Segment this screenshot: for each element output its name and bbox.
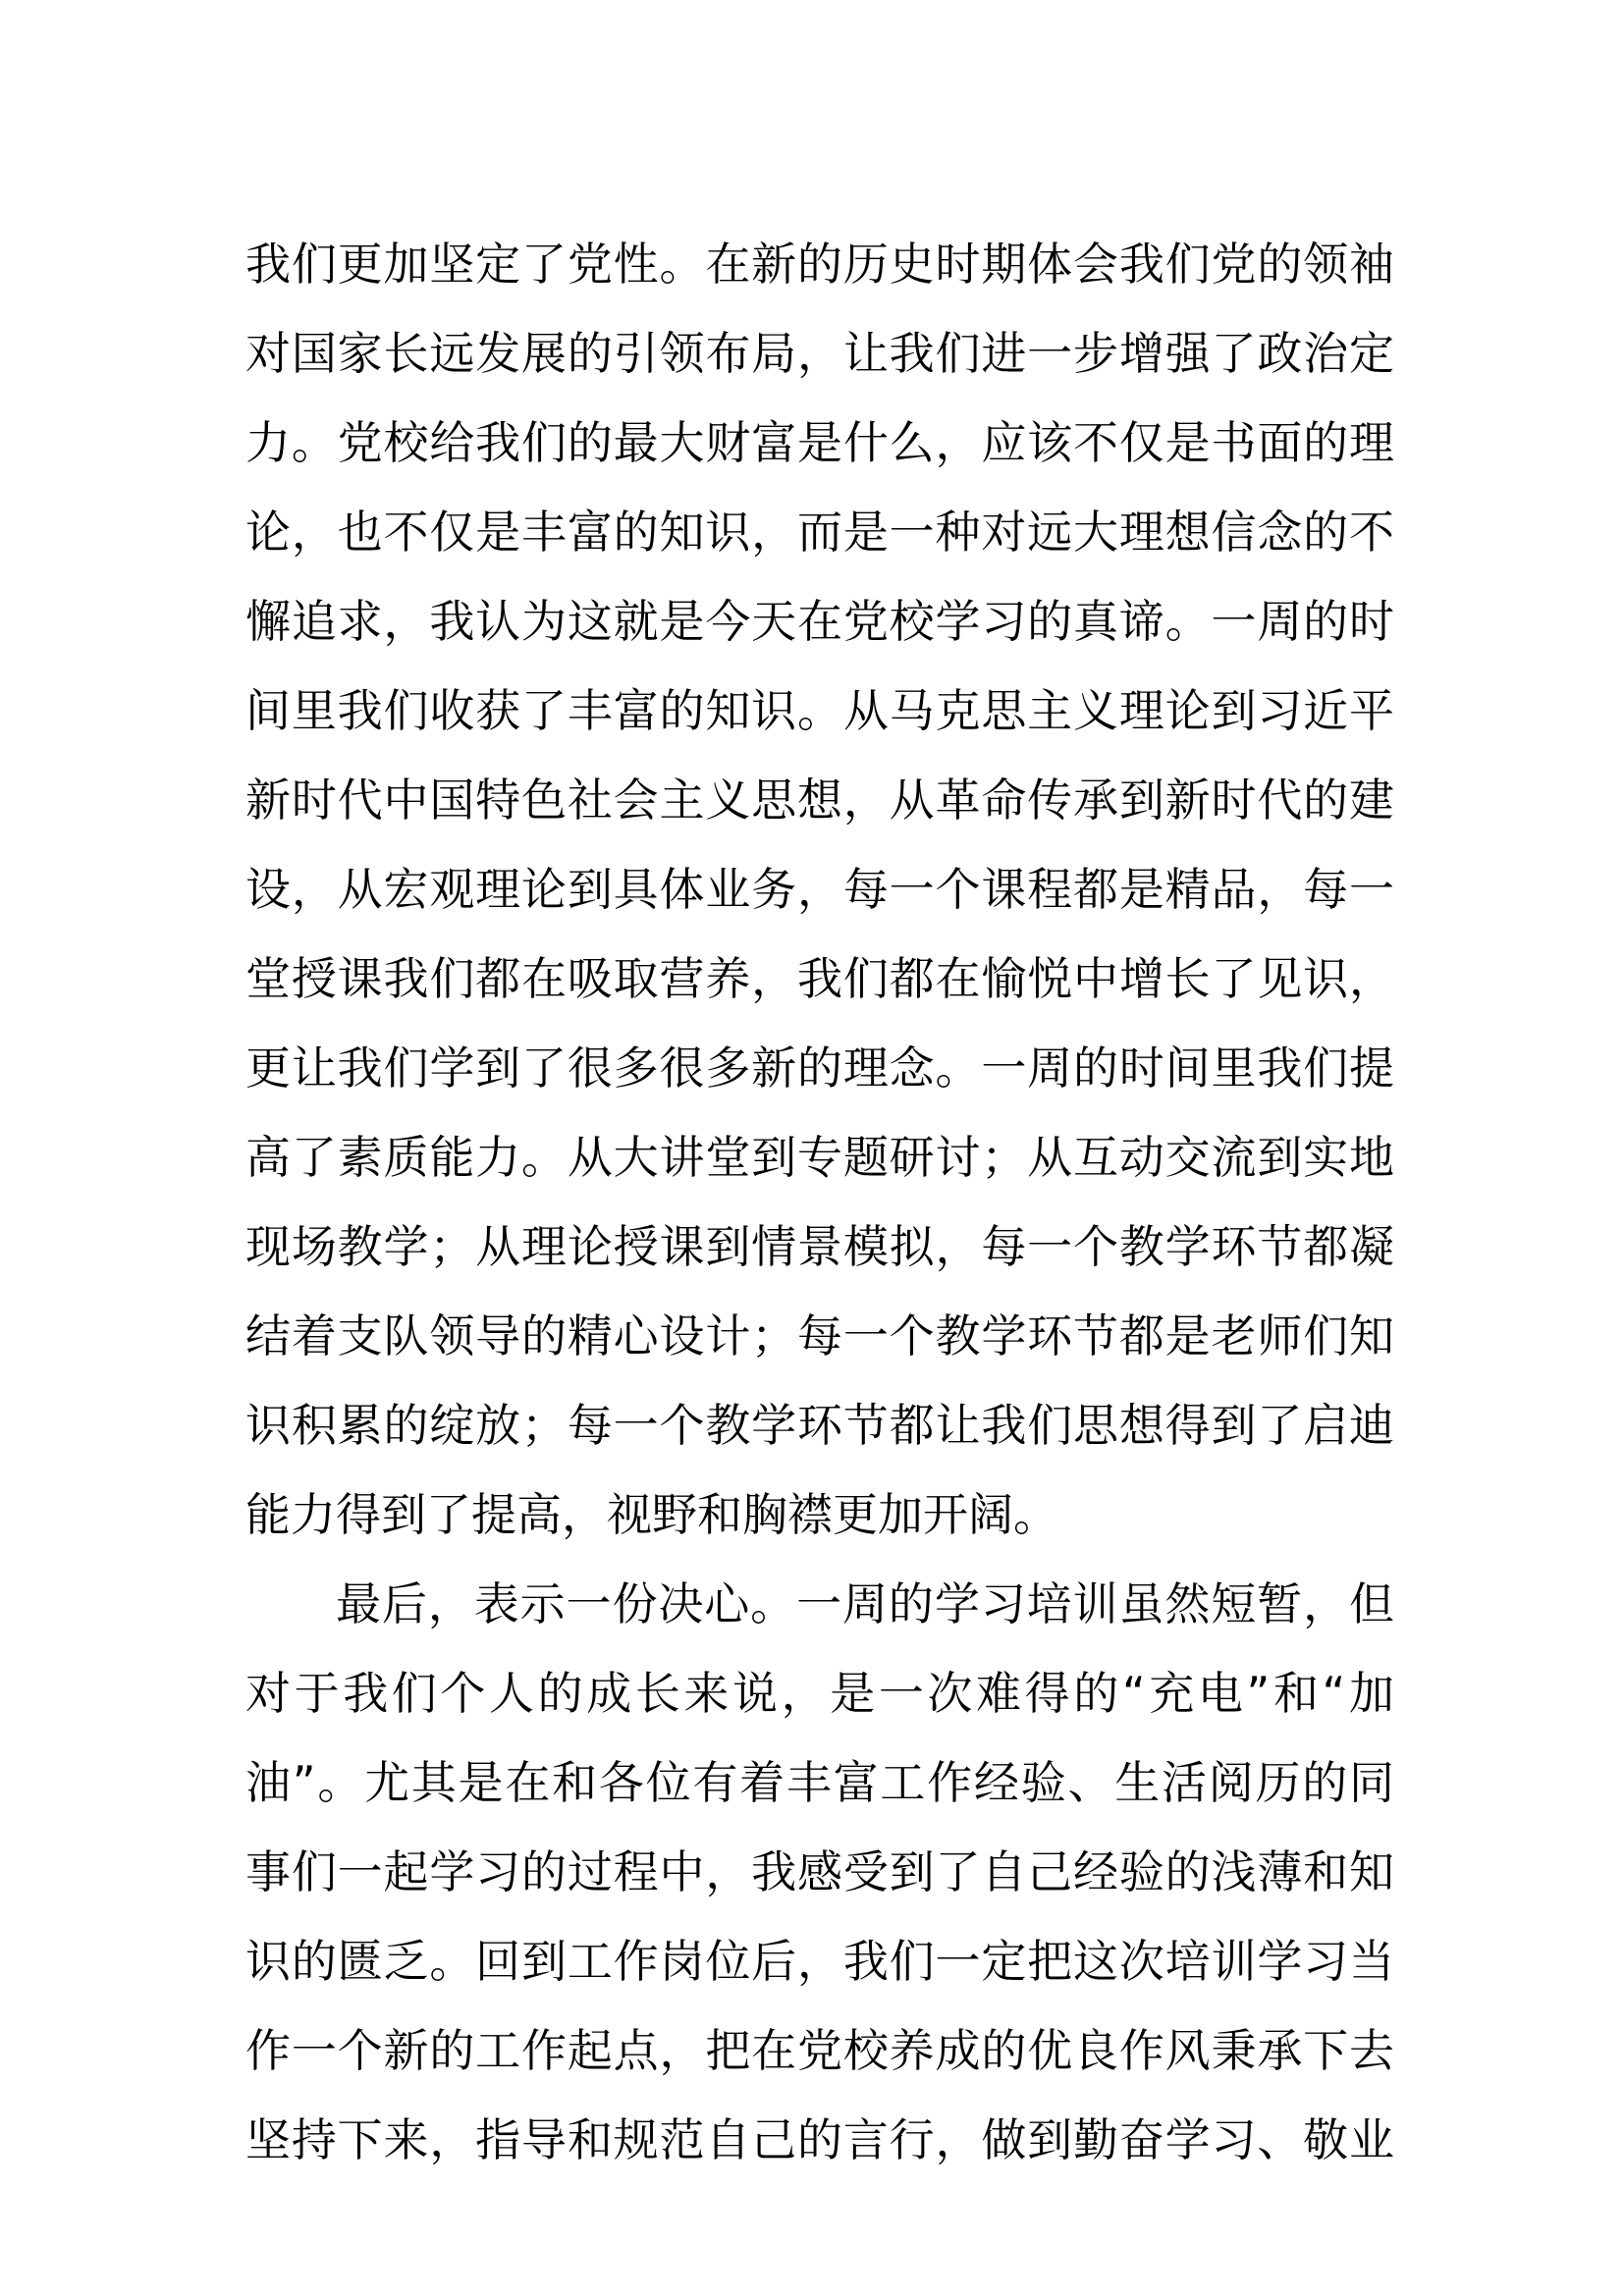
text-line: 能力得到了提高，视野和胸襟更加开阔。 (245, 1488, 1058, 1541)
text-line: 最后，表示一份决心。一周的学习培训虽然短暂，但 (336, 1577, 1394, 1630)
text-line: 我们更加坚定了党性。在新的历史时期体会我们党的领袖 (245, 238, 1394, 291)
text-line: 作一个新的工作起点，把在党校养成的优良作风秉承下去 (245, 2024, 1394, 2077)
text-line: 油”。尤其是在和各位有着丰富工作经验、生活阅历的同 (245, 1756, 1394, 1809)
text-line: 论，也不仅是丰富的知识，而是一种对远大理想信念的不 (245, 506, 1394, 559)
text-line: 更让我们学到了很多很多新的理念。一周的时间里我们提 (245, 1041, 1394, 1095)
text-line: 识积累的绽放；每一个教学环节都让我们思想得到了启迪 (245, 1399, 1394, 1452)
text-line: 懈追求，我认为这就是今天在党校学习的真谛。一周的时 (245, 595, 1394, 648)
text-line: 事们一起学习的过程中，我感受到了自己经验的浅薄和知 (245, 1845, 1394, 1898)
text-line: 现场教学；从理论授课到情景模拟，每一个教学环节都凝 (245, 1220, 1394, 1273)
body-text (245, 220, 1394, 2185)
text-line: 新时代中国特色社会主义思想，从革命传承到新时代的建 (245, 774, 1394, 827)
text-line: 力。党校给我们的最大财富是什么，应该不仅是书面的理 (245, 416, 1394, 469)
text-line: 结着支队领导的精心设计；每一个教学环节都是老师们知 (245, 1309, 1394, 1362)
text-line: 间里我们收获了丰富的知识。从马克思主义理论到习近平 (245, 684, 1394, 737)
text-line: 设，从宏观理论到具体业务，每一个课程都是精品，每一 (245, 863, 1394, 916)
text-line: 对于我们个人的成长来说，是一次难得的“充电”和“加 (245, 1667, 1394, 1720)
text-line: 堂授课我们都在吸取营养，我们都在愉悦中增长了见识， (245, 952, 1394, 1005)
text-line: 识的匮乏。回到工作岗位后，我们一定把这次培训学习当 (245, 1935, 1394, 1988)
text-line: 坚持下来，指导和规范自己的言行，做到勤奋学习、敬业 (245, 2113, 1394, 2166)
text-line: 高了素质能力。从大讲堂到专题研讨；从互动交流到实地 (245, 1131, 1394, 1184)
text-line: 对国家长远发展的引领布局，让我们进一步增强了政治定 (245, 327, 1394, 380)
